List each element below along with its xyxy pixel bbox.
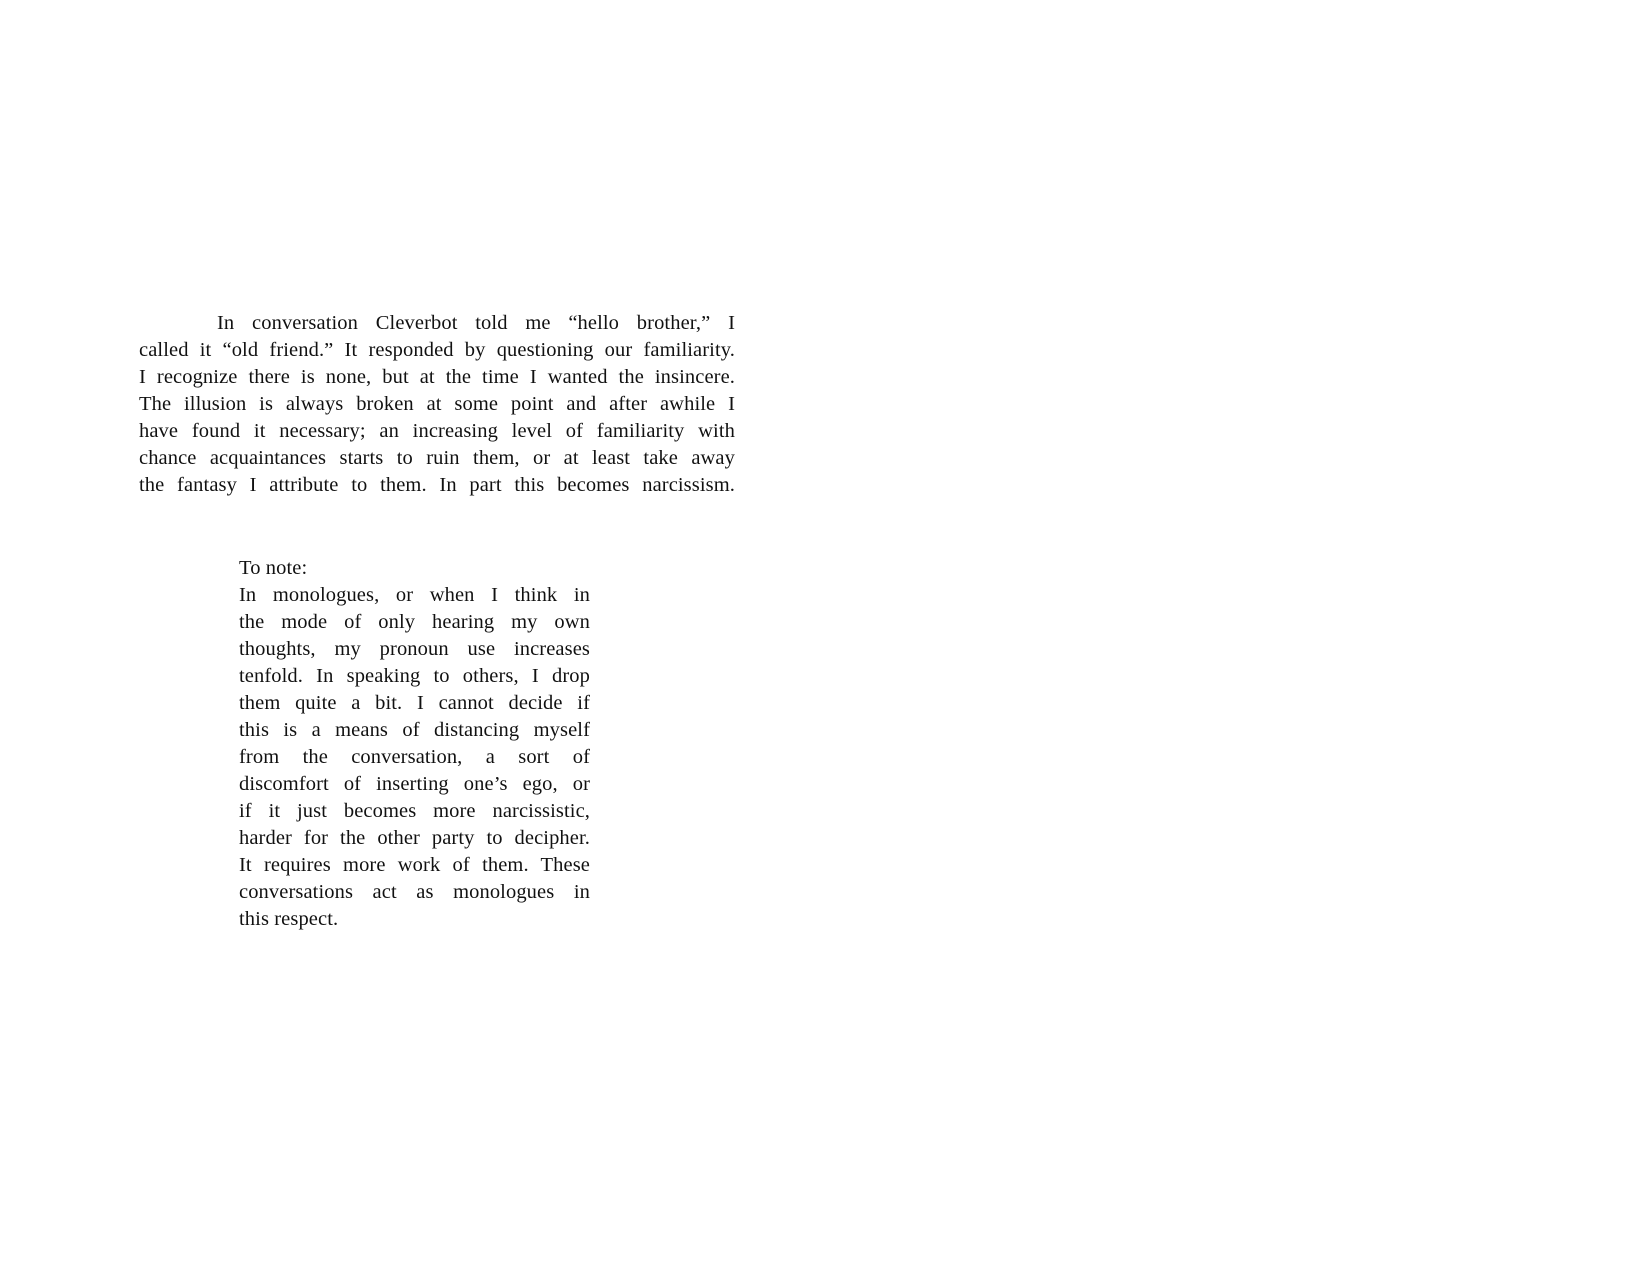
note-heading: To note: [239,557,308,579]
text-line-7: from the conversation, a sort of [239,746,590,768]
main-paragraph [139,310,735,499]
text-line-10: harder for the other party to decipher. [239,827,590,849]
text-line-3: thoughts, my pronoun use increases [239,638,590,660]
text-line-1: In conversation Cleverbot told me “hello brother,” I [217,312,735,334]
text-line-6: this is a means of distancing myself [239,719,590,741]
text-line-3: I recognize there is none, but at the time I wanted the insincere. [139,366,735,388]
text-line-6: chance acquaintances starts to ruin them, or at least take away [139,447,735,469]
text-line-12: conversations act as monologues in [239,881,590,903]
note-paragraph [239,555,590,933]
text-line-8: discomfort of inserting one’s ego, or [239,773,590,795]
text-line-2: called it “old friend.” It responded by questioning our familiarity. [139,339,735,361]
text-line-7: the fantasy I attribute to them. In part this becomes narcissism. [139,474,735,496]
text-line-13: this respect. [239,908,339,930]
text-line-4: The illusion is always broken at some point and after awhile I [139,393,735,415]
text-line-5: have found it necessary; an increasing level of familiarity with [139,420,735,442]
text-line-9: if it just becomes more narcissistic, [239,800,590,822]
text-line-2: the mode of only hearing my own [239,611,590,633]
text-line-11: It requires more work of them. These [239,854,590,876]
text-line-4: tenfold. In speaking to others, I drop [239,665,590,687]
text-line-1: In monologues, or when I think in [239,584,590,606]
note-body [239,582,590,933]
text-line-5: them quite a bit. I cannot decide if [239,692,590,714]
